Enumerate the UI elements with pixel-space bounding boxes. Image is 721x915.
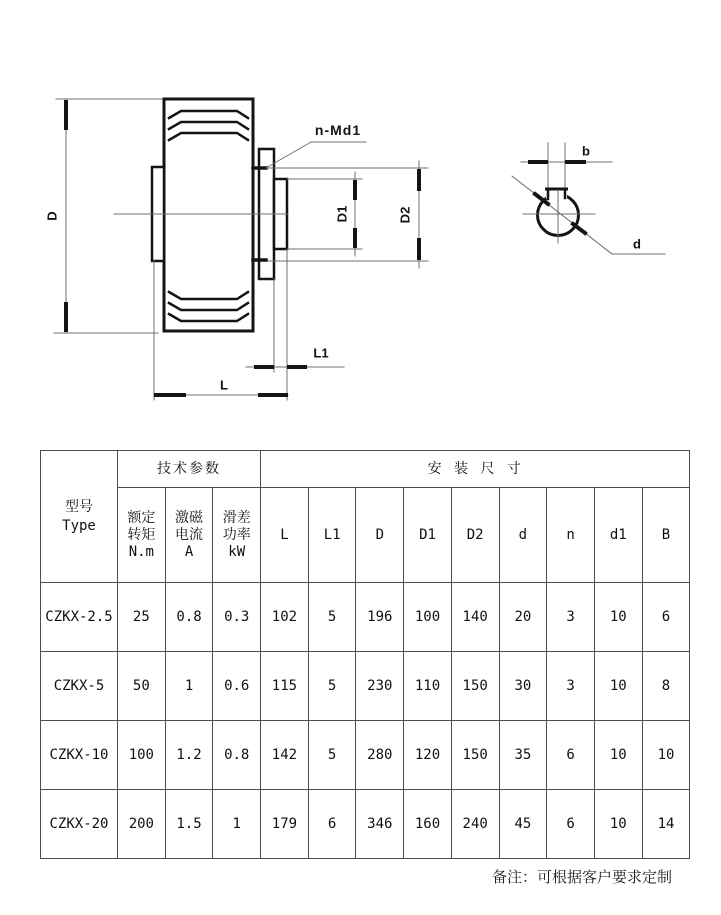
cell-value: 25 (118, 583, 166, 652)
table-row (41, 790, 690, 859)
header-col-torque: 额定 转矩 N.m (118, 488, 166, 583)
cell-value: 1 (165, 652, 213, 721)
cell-value: 230 (356, 652, 404, 721)
custom-order-note: 备注：可根据客户要求定制 (492, 868, 673, 886)
header-col-D1: D1 (404, 488, 452, 583)
cell-model: CZKX-20 (41, 790, 118, 859)
cell-value: 10 (594, 652, 642, 721)
cell-value: 10 (594, 583, 642, 652)
cell-value: 196 (356, 583, 404, 652)
cell-value: 140 (451, 583, 499, 652)
cell-value: 0.6 (213, 652, 261, 721)
cell-value: 100 (404, 583, 452, 652)
cell-value: 346 (356, 790, 404, 859)
spec-table (40, 450, 690, 859)
header-cols-row (41, 488, 690, 583)
cell-value: 6 (642, 583, 690, 652)
cell-value: 30 (499, 652, 547, 721)
cell-value: 1.5 (165, 790, 213, 859)
header-group-row (41, 451, 690, 488)
dim-label-b: b (582, 143, 590, 159)
cell-value: 3 (547, 583, 595, 652)
cell-value: 6 (547, 721, 595, 790)
cell-value: 102 (261, 583, 309, 652)
header-model-en: Type (62, 517, 96, 534)
cell-value: 3 (547, 652, 595, 721)
dim-label-L1: L1 (313, 345, 329, 361)
cell-value: 8 (642, 652, 690, 721)
table-row (41, 721, 690, 790)
cell-value: 120 (404, 721, 452, 790)
header-col-slip-power: 滑差 功率 kW (213, 488, 261, 583)
cell-value: 10 (642, 721, 690, 790)
table-row (41, 652, 690, 721)
cell-value: 0.8 (165, 583, 213, 652)
leader-d (512, 176, 665, 254)
cell-value: 1.2 (165, 721, 213, 790)
cell-value: 240 (451, 790, 499, 859)
section-view (512, 143, 665, 254)
main-view (45, 99, 429, 400)
cell-value: 142 (261, 721, 309, 790)
cell-value: 280 (356, 721, 404, 790)
cell-value: 10 (594, 790, 642, 859)
cell-value: 5 (308, 721, 356, 790)
header-col-d1: d1 (594, 488, 642, 583)
cell-value: 35 (499, 721, 547, 790)
cell-value: 6 (547, 790, 595, 859)
header-col-current: 激磁 电流 A (165, 488, 213, 583)
cell-value: 150 (451, 652, 499, 721)
header-group-install: 安 装 尺 寸 (261, 451, 690, 488)
cell-model: CZKX-10 (41, 721, 118, 790)
technical-drawing (0, 0, 721, 440)
header-col-d: d (499, 488, 547, 583)
dim-label-L: L (220, 377, 228, 393)
dim-label-n-Md1: n-Md1 (314, 122, 362, 138)
header-col-n: n (547, 488, 595, 583)
cell-value: 5 (308, 583, 356, 652)
header-model-cn: 型号 (65, 498, 93, 515)
cell-value: 0.3 (213, 583, 261, 652)
cell-value: 20 (499, 583, 547, 652)
cell-model: CZKX-2.5 (41, 583, 118, 652)
dimension-D (54, 99, 166, 333)
header-group-tech: 技术参数 (118, 451, 261, 488)
header-col-L1: L1 (308, 488, 356, 583)
header-col-D2: D2 (451, 488, 499, 583)
cell-value: 10 (594, 721, 642, 790)
cell-value: 1 (213, 790, 261, 859)
header-col-B: B (642, 488, 690, 583)
cell-model: CZKX-5 (41, 652, 118, 721)
header-col-D: D (356, 488, 404, 583)
cell-value: 45 (499, 790, 547, 859)
cell-value: 160 (404, 790, 452, 859)
table-row (41, 583, 690, 652)
cell-value: 110 (404, 652, 452, 721)
dim-label-d: d (633, 236, 641, 252)
cell-value: 5 (308, 652, 356, 721)
dim-label-D: D (44, 211, 60, 221)
dimension-D1 (287, 172, 362, 256)
header-model-type (41, 451, 118, 583)
cell-value: 0.8 (213, 721, 261, 790)
header-col-L: L (261, 488, 309, 583)
dim-label-D2: D2 (397, 206, 413, 224)
dimension-b (521, 143, 612, 187)
cell-value: 115 (261, 652, 309, 721)
cell-value: 6 (308, 790, 356, 859)
cell-value: 100 (118, 721, 166, 790)
leader-n-Md1 (266, 142, 366, 168)
dim-label-D1: D1 (334, 205, 350, 223)
cell-value: 200 (118, 790, 166, 859)
cell-value: 14 (642, 790, 690, 859)
cell-value: 150 (451, 721, 499, 790)
cell-value: 179 (261, 790, 309, 859)
cell-value: 50 (118, 652, 166, 721)
